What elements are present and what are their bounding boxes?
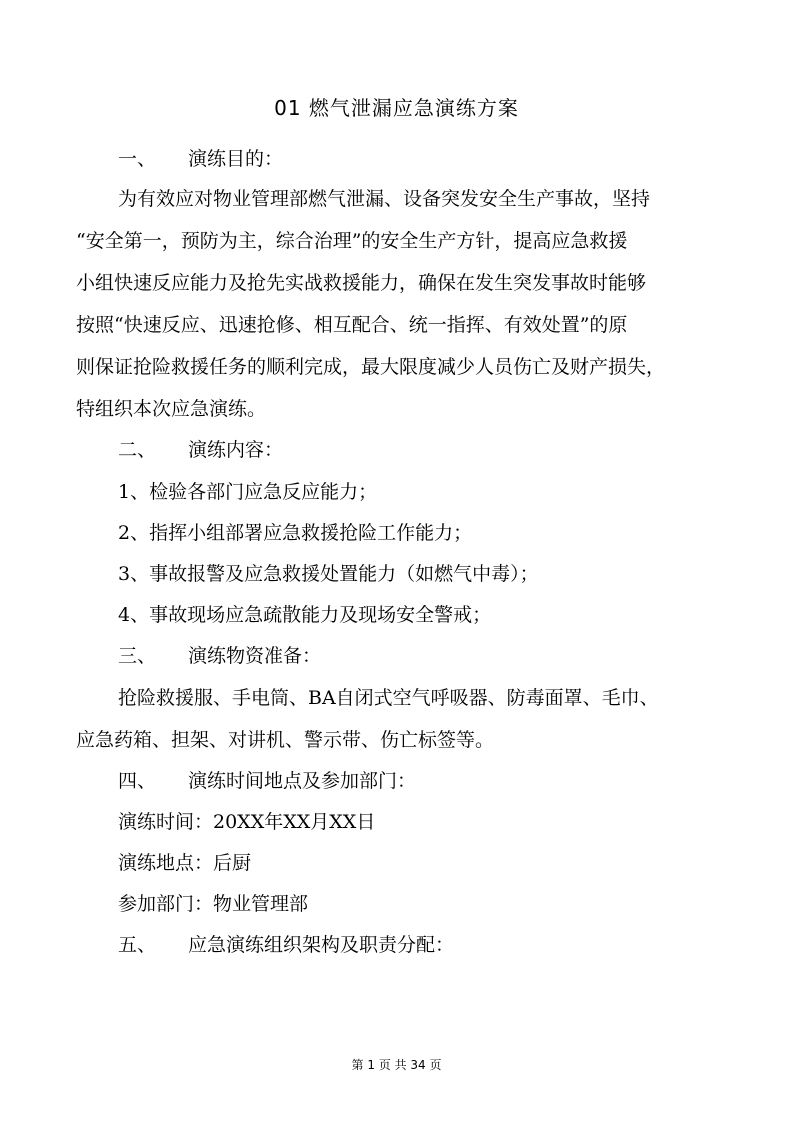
section-title: 演练内容： <box>188 439 284 461</box>
paragraph-line: 为有效应对物业管理部燃气泄漏、设备突发安全生产事故，坚持 <box>118 188 651 210</box>
section-title: 应急演练组织架构及职责分配： <box>188 934 455 956</box>
paragraph-line: 特组织本次应急演练。 <box>76 398 267 420</box>
section-title: 演练目的： <box>188 148 284 170</box>
drill-place: 演练地点：后厨 <box>118 852 252 874</box>
paragraph-line: 应急药箱、担架、对讲机、警示带、伤亡标签等。 <box>76 729 495 751</box>
document-title: 01 燃气泄漏应急演练方案 <box>274 96 519 120</box>
section-number: 三、 <box>118 645 157 667</box>
section-number: 一、 <box>118 148 157 170</box>
page-footer: 第 1 页 共 34 页 <box>351 1058 442 1072</box>
section-title: 演练时间地点及参加部门： <box>188 770 417 792</box>
section-5-heading <box>118 933 454 957</box>
paragraph-line: 则保证抢险救援任务的顺利完成，最大限度减少人员伤亡及财产损失， <box>76 356 666 378</box>
list-item: 2、指挥小组部署应急救援抢险工作能力； <box>118 522 473 544</box>
section-number: 五、 <box>118 934 157 956</box>
list-item: 3、事故报警及应急救援处置能力（如燃气中毒）； <box>118 563 539 585</box>
section-1-heading <box>118 147 283 171</box>
section-title: 演练物资准备： <box>188 645 322 667</box>
list-item: 4、事故现场应急疏散能力及现场安全警戒； <box>118 604 492 626</box>
section-4-heading <box>118 769 416 793</box>
paragraph-line: “安全第一，预防为主，综合治理”的安全生产方针，提高应急救援 <box>76 230 628 252</box>
list-item: 1、检验各部门应急反应能力； <box>118 481 378 503</box>
paragraph-line: 抢险救援服、手电筒、BA自闭式空气呼吸器、防毒面罩、毛巾、 <box>118 687 659 709</box>
paragraph-line: 按照“快速反应、迅速抢修、相互配合、统一指挥、有效处置”的原 <box>76 314 628 336</box>
section-3-heading <box>118 644 321 668</box>
drill-department: 参加部门：物业管理部 <box>118 893 309 915</box>
section-number: 四、 <box>118 770 157 792</box>
drill-time: 演练时间：20XX年XX月XX日 <box>118 811 376 833</box>
section-2-heading <box>118 438 283 462</box>
paragraph-line: 小组快速反应能力及抢先实战救援能力，确保在发生突发事故时能够 <box>76 272 647 294</box>
section-number: 二、 <box>118 439 157 461</box>
